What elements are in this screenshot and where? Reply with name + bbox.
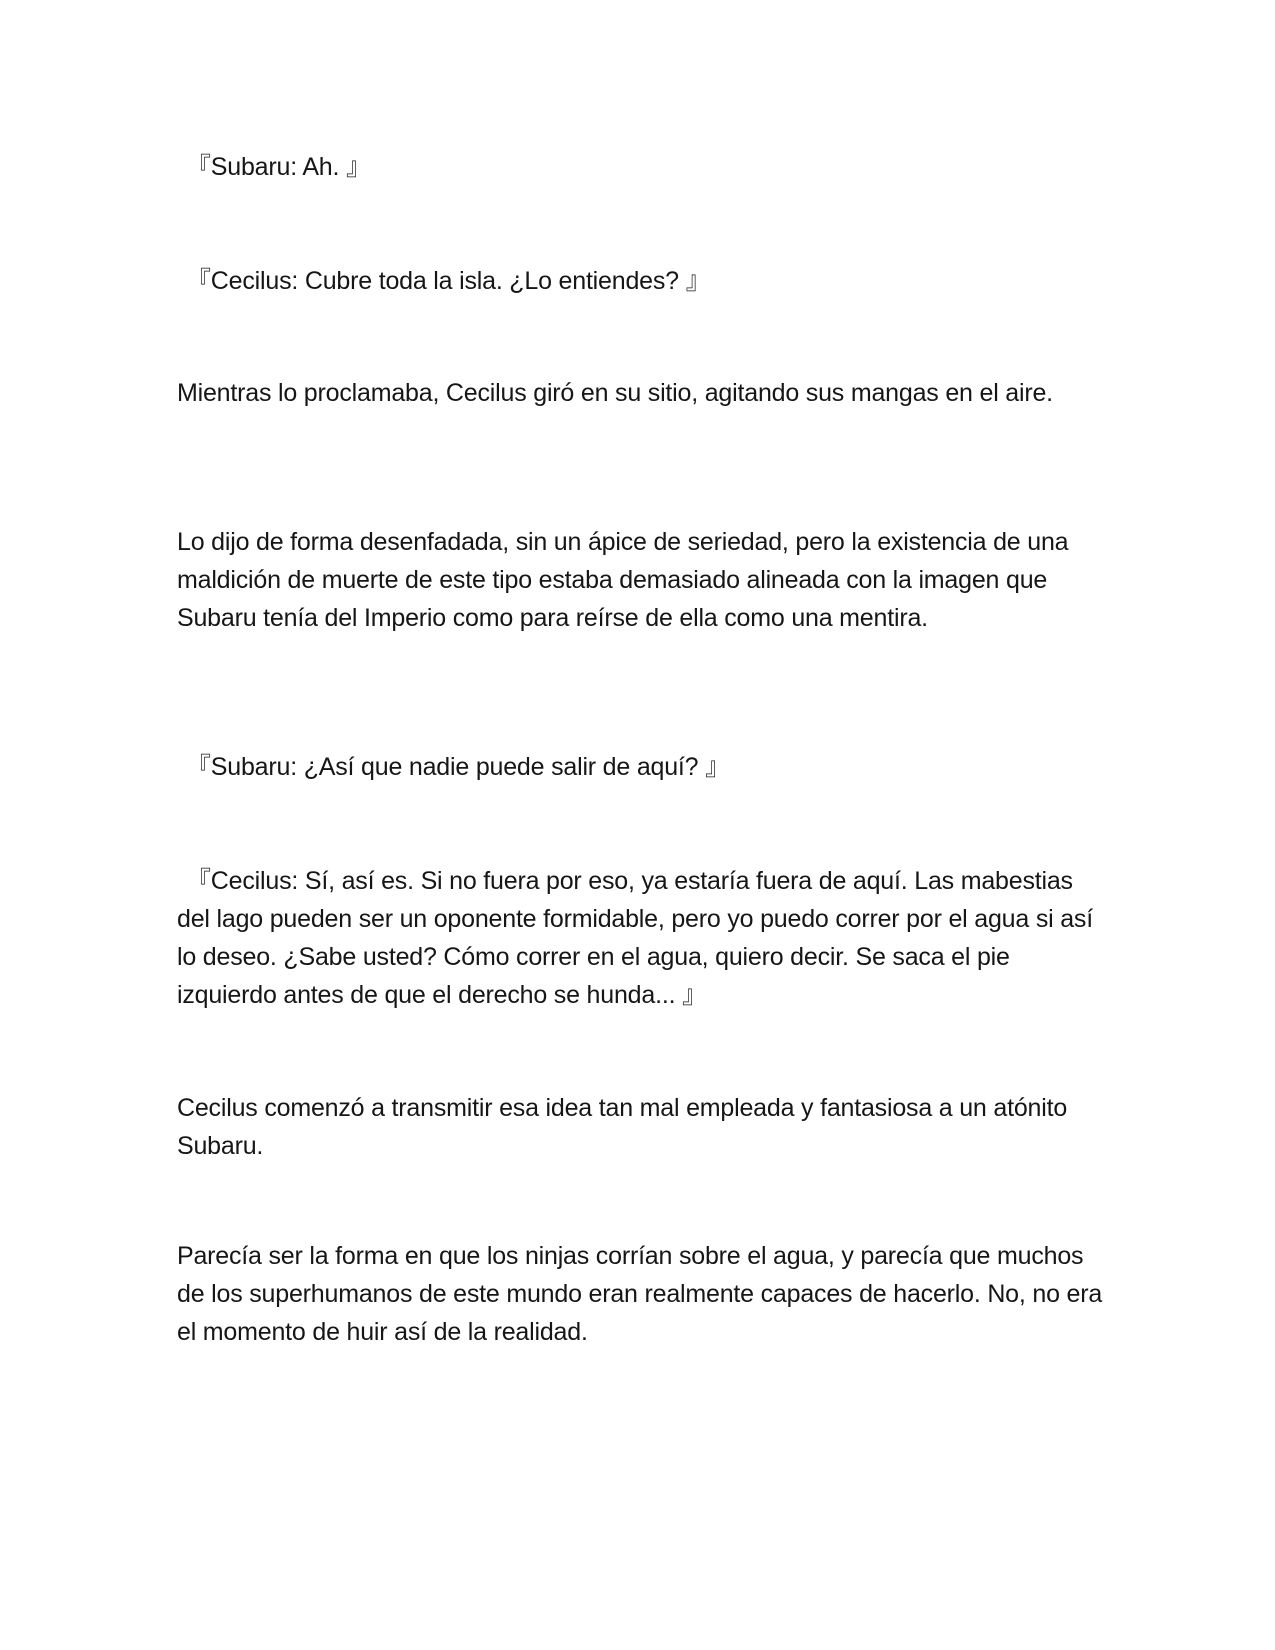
- narration-death-curse: Lo dijo de forma desenfadada, sin un ápice de seriedad, pero la existencia de una maldición de muerte de este tipo estaba demasiado alineada con la imagen que Subaru tenía del Imperio como para reírse de ella como una mentira.: [177, 528, 1069, 632]
- dialogue-cecilus-run-on-water: 『Cecilus: Sí, así es. Si no fuera por eso, ya estaría fuera de aquí. Las mabestias del lago pueden ser un oponente formidable, pero yo puedo correr por el agua si así lo deseo. ¿Sabe usted? Cómo correr en el agua, quiero decir. Se saca el pie izquierdo antes de que el derecho se hunda... 』: [177, 867, 1093, 1009]
- dialogue-subaru-no-one-leaves: 『Subaru: ¿Así que nadie puede salir de aquí? 』: [186, 753, 730, 781]
- narration-cecilus-idea: Cecilus comenzó a transmitir esa idea tan mal empleada y fantasiosa a un atónito Subaru.: [177, 1094, 1068, 1160]
- narration-cecilus-spins: Mientras lo proclamaba, Cecilus giró en su sitio, agitando sus mangas en el aire.: [177, 379, 1053, 407]
- dialogue-subaru-ah: 『Subaru: Ah. 』: [186, 153, 371, 181]
- narration-ninjas-water: Parecía ser la forma en que los ninjas corrían sobre el agua, y parecía que muchos de los superhumanos de este mundo eran realmente capaces de hacerlo. No, no era el momento de huir así de la realidad.: [177, 1242, 1103, 1346]
- dialogue-cecilus-island: 『Cecilus: Cubre toda la isla. ¿Lo entiendes? 』: [186, 267, 711, 295]
